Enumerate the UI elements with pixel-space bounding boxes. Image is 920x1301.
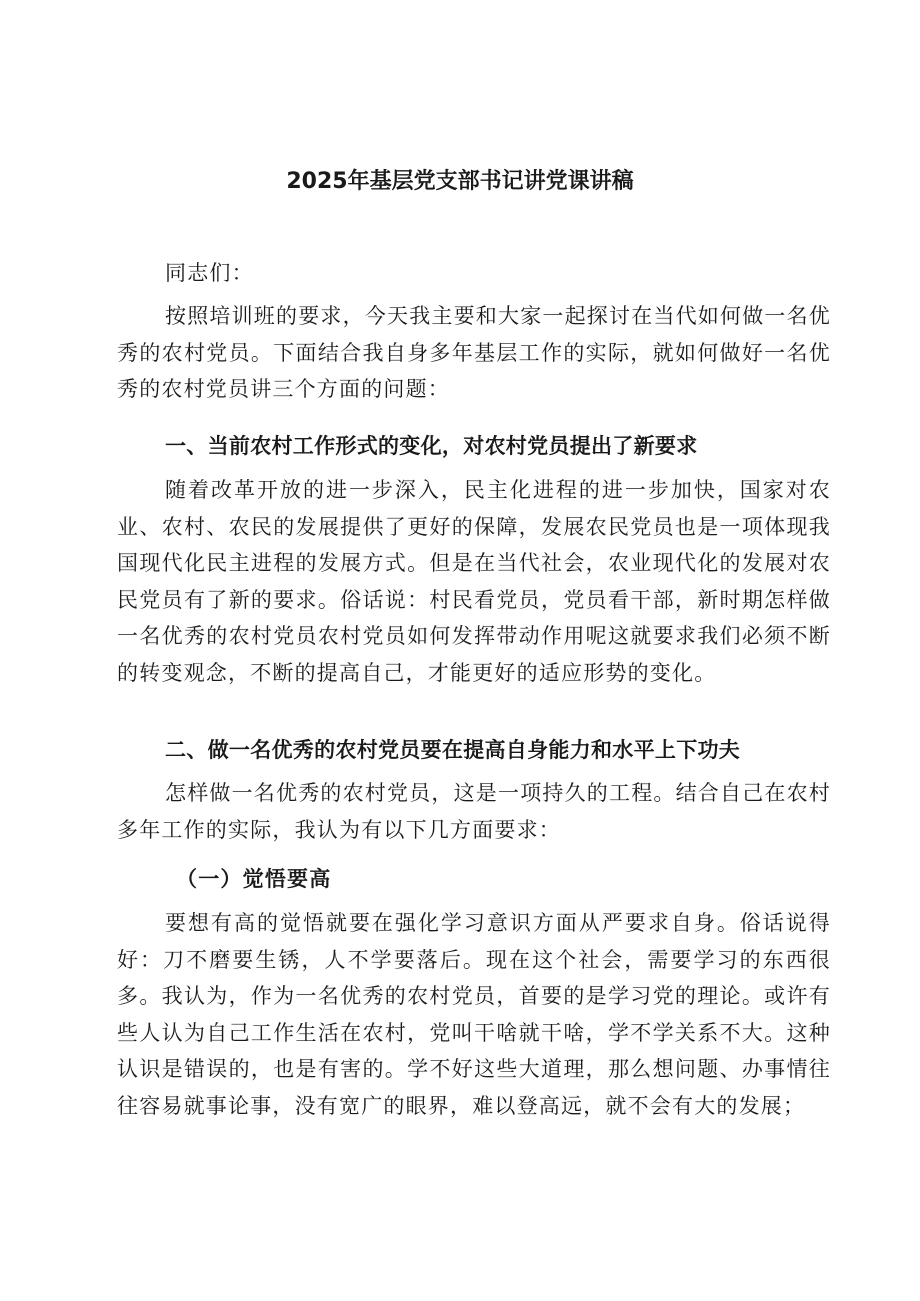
- section-2-heading: 二、做一名优秀的农村党员要在提高自身能力和水平上下功夫: [165, 738, 741, 762]
- section-1-body: 随着改革开放的进一步深入，民主化进程的进一步加快，国家对农业、农村、农民的发展提供了更好的保障，发展农民党员也是一项体现我国现代化民主进程的发展方式。但是在当代社会，农业现代化的发展对农民党员有了新的要求。俗话说：村民看党员，党员看干部，新时期怎样做一名优秀的农村党员农村党员如何发挥带动作用呢这就要求我们必须不断的转变观念，不断的提高自己，才能更好的适应形势的变化。: [117, 478, 831, 685]
- subsection-1-heading: （一）觉悟要高: [176, 866, 332, 891]
- section-1-heading: 一、当前农村工作形式的变化，对农村党员提出了新要求: [165, 434, 698, 458]
- intro-paragraph: 按照培训班的要求，今天我主要和大家一起探讨在当代如何做一名优秀的农村党员。下面结合我自身多年基层工作的实际，就如何做好一名优秀的农村党员讲三个方面的问题：: [117, 304, 831, 401]
- subsection-1-body: 要想有高的觉悟就要在强化学习意识方面从严要求自身。俗话说得好：刀不磨要生锈，人不学要落后。现在这个社会，需要学习的东西很多。我认为，作为一名优秀的农村党员，首要的是学习党的理论。或许有些人认为自己工作生活在农村，党叫干啥就干啥，学不学关系不大。这种认识是错误的，也是有害的。学不好这些大道理，那么想问题、办事情往往容易就事论事，没有宽广的眼界，难以登高远，就不会有大的发展；: [117, 911, 831, 1118]
- section-2-body: 怎样做一名优秀的农村党员，这是一项持久的工程。结合自己在农村多年工作的实际，我认为有以下几方面要求：: [117, 781, 831, 842]
- document-title: 2025年基层党支部书记讲党课讲稿: [286, 169, 634, 194]
- salutation: 同志们：: [165, 261, 254, 285]
